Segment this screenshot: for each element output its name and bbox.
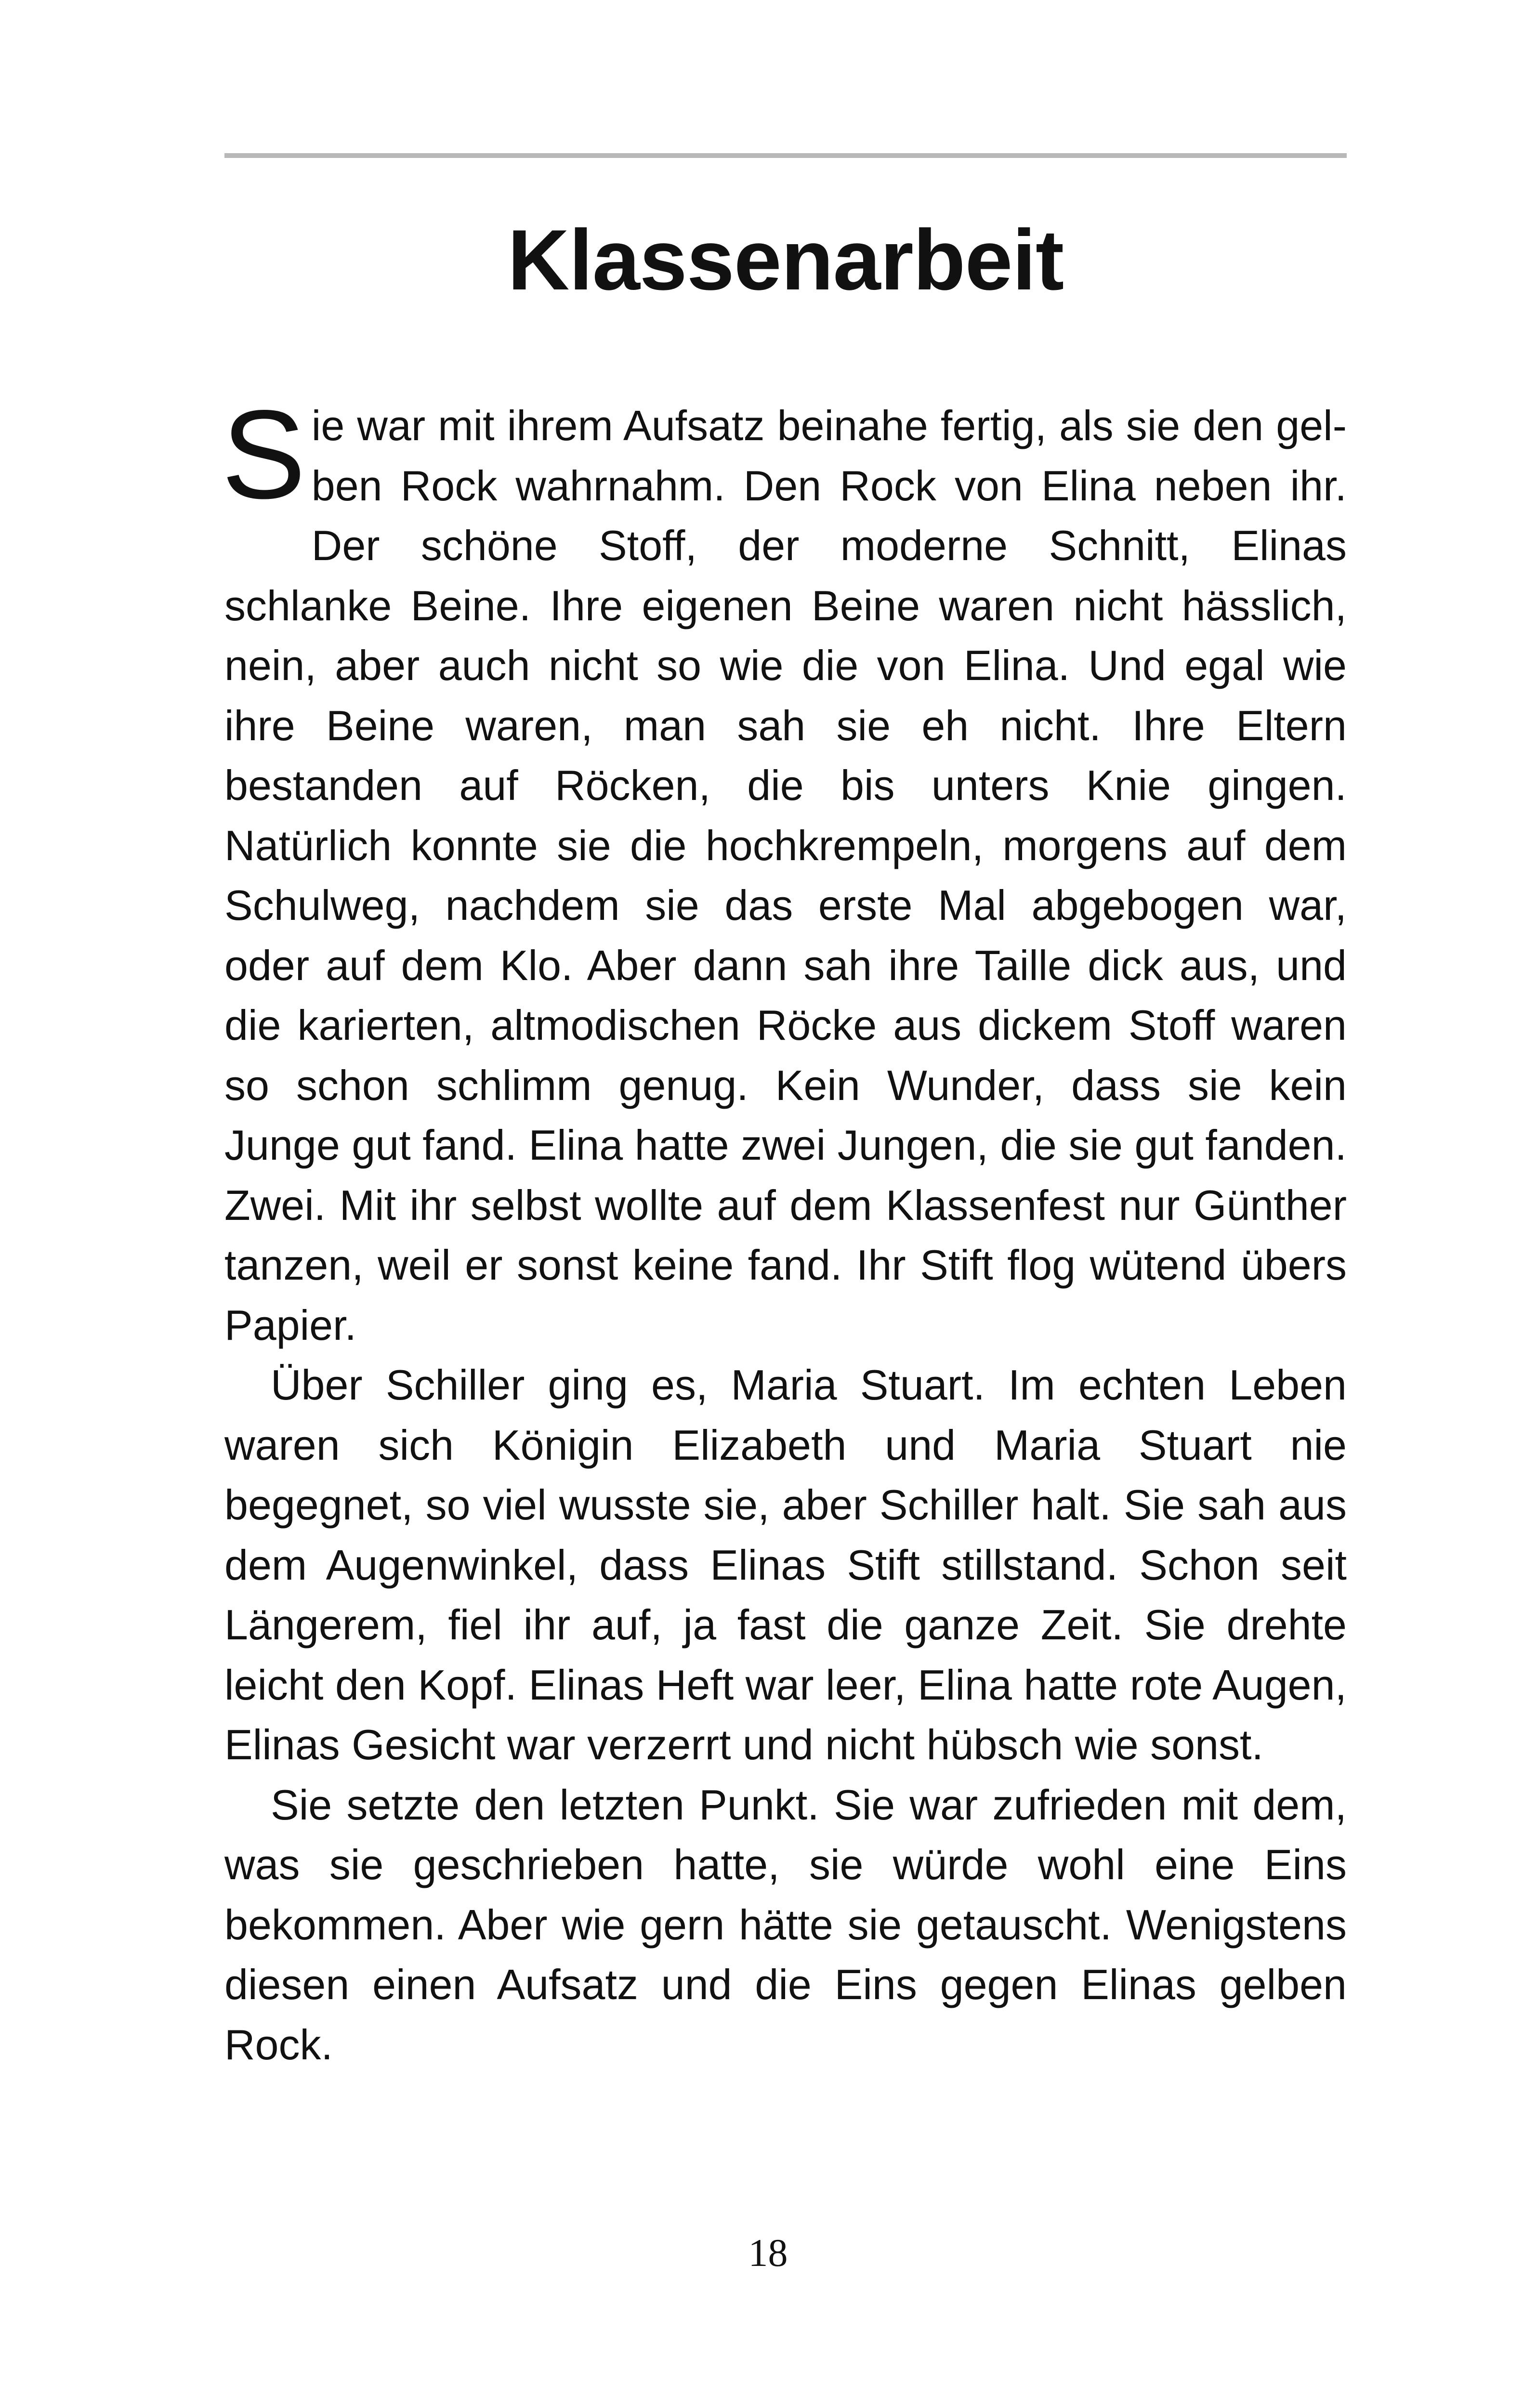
paragraph-1-text: ie war mit ihrem Aufsatz beinahe fertig, als sie den gelben Rock wahrnahm. Den Rock von Elina neben ihr. Der schöne Stoff, der moderne Schnitt, Elinas schlanke Beine. Ihre eigenen Beine waren nicht hässlich, nein, aber auch nicht so wie die von Elina. Und egal wie ihre Beine waren, man sah sie eh nicht. Ihre Eltern bestanden auf Röcken, die bis unters Knie gingen. Natürlich konnte sie die hochkrempeln, morgens auf dem Schulweg, nachdem sie das erste Mal abgebogen war, oder auf dem Klo. Aber dann sah ihre Taille dick aus, und die karierten, altmodischen Röcke aus dickem Stoff waren so schon schlimm genug. Kein Wunder, dass sie kein Junge gut fand. Elina hatte zwei Jungen, die sie gut fanden. Zwei. Mit ihr selbst wollte auf dem Klassenfest nur Günther tanzen, weil er sonst keine fand. Ihr Stift flog wütend übers Papier. — [224, 402, 1347, 1349]
chapter-title: Klassenarbeit — [507, 212, 1064, 308]
paragraph-1 — [222, 384, 1347, 1355]
paragraph-2: Über Schiller ging es, Maria Stuart. Im echten Leben waren sich Königin Elizabeth und Maria Stuart nie begegnet, so viel wusste sie, aber Schiller halt. Sie sah aus dem Augenwinkel, dass Elinas Stift stillstand. Schon seit Längerem, fiel ihr auf, ja fast die ganze Zeit. Sie drehte leicht den Kopf. Elinas Heft war leer, Elina hatte rote Augen, Elinas Gesicht war verzerrt und nicht hübsch wie sonst. — [224, 1361, 1347, 1768]
story-body — [222, 384, 1347, 2075]
drop-cap: S — [222, 384, 306, 525]
paragraph-3: Sie setzte den letzten Punkt. Sie war zufrieden mit dem, was sie geschrieben hatte, sie würde wohl eine Eins bekommen. Aber wie gern hätte sie getauscht. Wenigstens diesen einen Aufsatz und die Eins gegen Elinas gelben Rock. — [224, 1780, 1347, 2068]
top-rule — [224, 153, 1347, 158]
page-number: 18 — [748, 2231, 788, 2275]
